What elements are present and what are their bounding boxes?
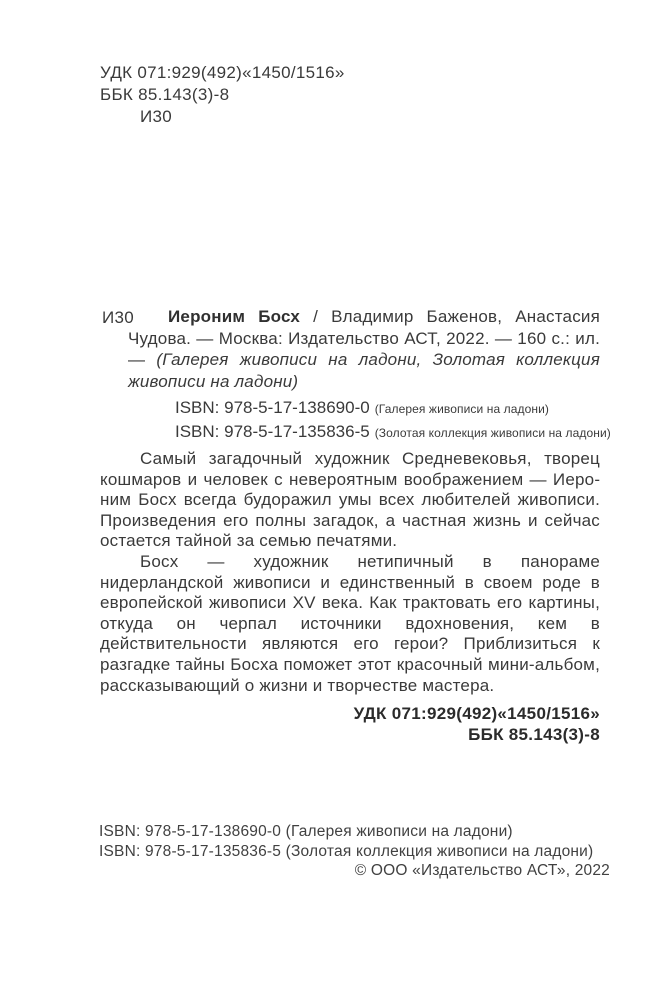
isbn-number: ISBN: 978-5-17-138690-0 [175, 398, 370, 417]
isbn-list [175, 397, 611, 444]
isbn-line [175, 421, 611, 445]
catalog-author-sign: И30 [102, 308, 135, 327]
book-title: Иероним Босх [168, 307, 301, 326]
author-sign: И30 [140, 107, 173, 126]
footer-isbn-line: ISBN: 978-5-17-135836-5 (Золотая коллекция живописи на ладони) [99, 842, 594, 860]
annotation-block [100, 449, 600, 696]
catalog-card-block [100, 306, 611, 745]
annotation-paragraph: Самый загадочный художник Средневековья, творец кошмаров и человек с невероятным воображением — Иероним Босх всегда будоражил умы всех любителей живописи. Произведения его полны загадок, а частная жизнь и сейчас остается тайной за семью печатями. [100, 449, 600, 551]
top-codes-block [100, 62, 345, 128]
bbk-code-bottom: ББК 85.143(3)-8 [468, 725, 600, 745]
bibliographic-entry [128, 306, 600, 392]
isbn-series-note: (Галерея живописи на ладони) [374, 402, 550, 416]
bottom-codes-block [100, 703, 600, 745]
biblio-description: / Владимир Баженов, Анастасия Чудова. — Москва: Издательство АСТ, 2022. — 160 с.: ил. — [128, 307, 600, 369]
udk-code-bottom: УДК 071:929(492)«1450/1516» [353, 704, 600, 724]
isbn-line [175, 397, 600, 421]
footer-isbn-line: ISBN: 978-5-17-138690-0 (Галерея живописи на ладони) [99, 823, 513, 840]
footer-block [99, 822, 610, 881]
copyright-line: © ООО «Издательство АСТ», 2022 [354, 862, 610, 879]
series-names: (Галерея живописи на ладони, Золотая коллекция живописи на ладони) [128, 350, 600, 391]
bbk-code: ББК 85.143(3)-8 [100, 85, 230, 104]
udk-code: УДК 071:929(492)«1450/1516» [100, 63, 345, 82]
isbn-number: ISBN: 978-5-17-135836-5 [175, 421, 370, 441]
isbn-series-note: (Золотая коллекция живописи на ладони) [374, 425, 611, 440]
annotation-paragraph: Босх — художник нетипичный в панораме нидерландской живописи и единственный в своем роде в европейской живописи XV века. Как трактовать его картины, откуда он черпал источники вдохновения, кем в действительности являются его герои? Приблизиться к разгадке тайны Босха поможет этот красочный мини-альбом, рассказывающий о жизни и творчестве мастера. [100, 551, 600, 695]
